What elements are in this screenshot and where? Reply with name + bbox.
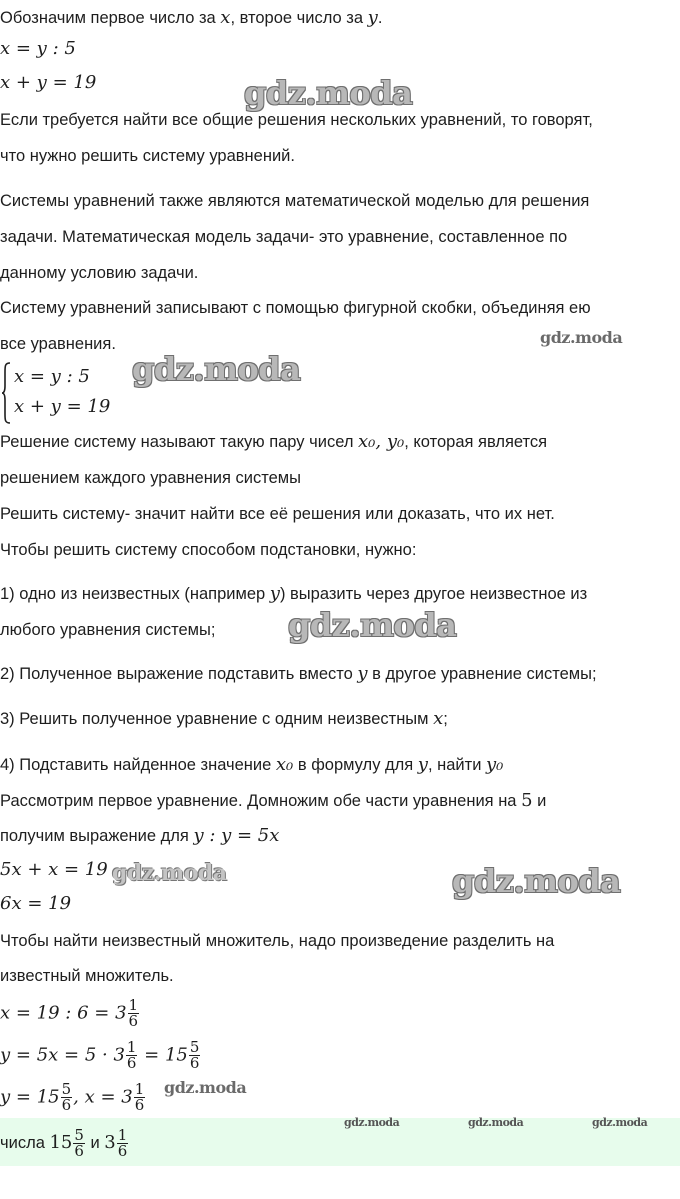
model-line-3: данному условию задачи. (0, 264, 199, 282)
consider-text-3: получим выражение для (0, 827, 194, 845)
solution-text: Решение систему называют такую пару чисел (0, 433, 359, 451)
final-text: y = 15 (0, 1086, 60, 1108)
step-2 (0, 664, 597, 684)
denominator: 6 (128, 1012, 139, 1030)
numerator: 1 (128, 996, 139, 1014)
answer-line (0, 1128, 129, 1159)
watermark-logo: gdz.moda (468, 1116, 524, 1129)
equation-2: x + y = 19 (0, 72, 97, 93)
var-y: y (367, 7, 378, 28)
var-y: y (269, 583, 280, 604)
intro-text: Обозначим первое число за (0, 9, 221, 27)
consider-line-2 (0, 826, 279, 846)
denominator: 6 (74, 1142, 84, 1160)
watermark-logo: gdz.moda (344, 1116, 400, 1129)
intro-period: . (377, 9, 383, 27)
numerator: 1 (126, 1038, 137, 1056)
watermark-logo: gdz.moda (592, 1116, 648, 1129)
step-3 (0, 709, 448, 729)
watermark-logo: gdz.moda (132, 350, 301, 388)
var-y: y (357, 663, 368, 684)
denominator: 6 (126, 1054, 137, 1072)
denominator: 6 (61, 1096, 72, 1114)
fraction (189, 1040, 201, 1071)
step-1-text: 1) одно из неизвестных (например (0, 585, 270, 603)
var-x: x (220, 7, 231, 28)
numerator: 5 (74, 1126, 84, 1144)
var-y0: y₀ (486, 754, 504, 775)
var-x: x (433, 708, 444, 729)
consider-text: Рассмотрим первое уравнение. Домножим обе части уравнения на (0, 792, 522, 810)
consider-line-1 (0, 791, 546, 811)
numerator: 1 (117, 1126, 128, 1144)
step-1-line-1 (0, 584, 587, 604)
watermark-logo: gdz.moda (112, 860, 227, 886)
result-x-text: x = 19 : 6 = 3 (0, 1002, 127, 1024)
step-4 (0, 755, 503, 775)
step-4-text-3: , найти (427, 756, 487, 774)
curly-brace-icon (1, 362, 11, 424)
system-equation-1: x = y : 5 (14, 366, 90, 387)
numerator: 5 (189, 1038, 200, 1056)
step-2-text-2: в другое уравнение системы; (367, 665, 597, 683)
numerator: 1 (134, 1080, 145, 1098)
intro-line (0, 8, 382, 28)
result-y-text: y = 5x = 5 · 3 (0, 1044, 125, 1066)
number-5: 5 (521, 790, 533, 811)
model-line-1: Системы уравнений также являются математической моделью для решения (0, 192, 590, 210)
answer-text: числа (0, 1133, 50, 1152)
result-y-text-2: = 15 (138, 1044, 188, 1066)
answer-whole-1: 15 (49, 1131, 73, 1153)
denominator: 6 (189, 1054, 200, 1072)
system-equation-2: x + y = 19 (14, 396, 111, 417)
calculation-1: 5x + x = 19 (0, 859, 108, 880)
denominator: 6 (117, 1142, 128, 1160)
system-definition-line-2: что нужно решить систему уравнений. (0, 147, 295, 165)
factor-line-1: Чтобы найти неизвестный множитель, надо произведение разделить на (0, 932, 555, 950)
var-x0: x₀ (275, 754, 294, 775)
step-1-line-2: любого уравнения системы; (0, 621, 216, 639)
model-line-2: задачи. Математическая модель задачи- это уравнение, составленное по (0, 228, 568, 246)
answer-text-2: и (85, 1133, 105, 1152)
step-2-text: 2) Полученное выражение подставить вместо (0, 665, 358, 683)
fraction (73, 1128, 85, 1159)
step-3-text-2: ; (443, 710, 448, 728)
var-y: y (417, 754, 428, 775)
intro-text-2: , второе число за (230, 9, 368, 27)
watermark-logo: gdz.moda (540, 328, 623, 347)
pair-x0-y0: x₀, y₀ (358, 431, 405, 452)
result-x (0, 998, 140, 1029)
final-text-2: , x = 3 (73, 1086, 133, 1108)
brace-line-2: все уравнения. (0, 335, 116, 353)
watermark-logo: gdz.moda (288, 606, 457, 644)
equation-1: x = y : 5 (0, 38, 76, 59)
calculation-2: 6x = 19 (0, 893, 72, 914)
expression-y: y : y = 5x (193, 825, 280, 846)
fraction (128, 998, 140, 1029)
denominator: 6 (134, 1096, 145, 1114)
step-1-text-2: ) выразить через другое неизвестное из (279, 585, 588, 603)
watermark-logo: gdz.moda (244, 74, 413, 112)
answer-whole-2: 3 (104, 1131, 116, 1153)
brace-line-1: Систему уравнений записывают с помощью фигурной скобки, объединяя ею (0, 299, 591, 317)
consider-text-2: и (532, 792, 547, 810)
solution-text-2: , которая является (404, 433, 548, 451)
solution-line-1 (0, 432, 547, 452)
final-values (0, 1082, 146, 1113)
step-4-text: 4) Подставить найденное значение (0, 756, 276, 774)
watermark-logo: gdz.moda (164, 1078, 247, 1097)
step-4-text-2: в формулу для (293, 756, 418, 774)
fraction (61, 1082, 73, 1113)
solve-definition: Решить систему- значит найти все её решения или доказать, что их нет. (0, 505, 555, 523)
factor-line-2: известный множитель. (0, 967, 174, 985)
solution-line-2: решением каждого уравнения системы (0, 469, 302, 487)
step-3-text: 3) Решить полученное уравнение с одним неизвестным (0, 710, 434, 728)
system-definition-line-1: Если требуется найти все общие решения нескольких уравнений, то говорят, (0, 111, 593, 129)
fraction (126, 1040, 138, 1071)
numerator: 5 (61, 1080, 72, 1098)
method-intro: Чтобы решить систему способом подстановки, нужно: (0, 541, 417, 559)
result-y (0, 1040, 201, 1071)
fraction (117, 1128, 129, 1159)
watermark-logo: gdz.moda (452, 862, 621, 900)
fraction (134, 1082, 146, 1113)
